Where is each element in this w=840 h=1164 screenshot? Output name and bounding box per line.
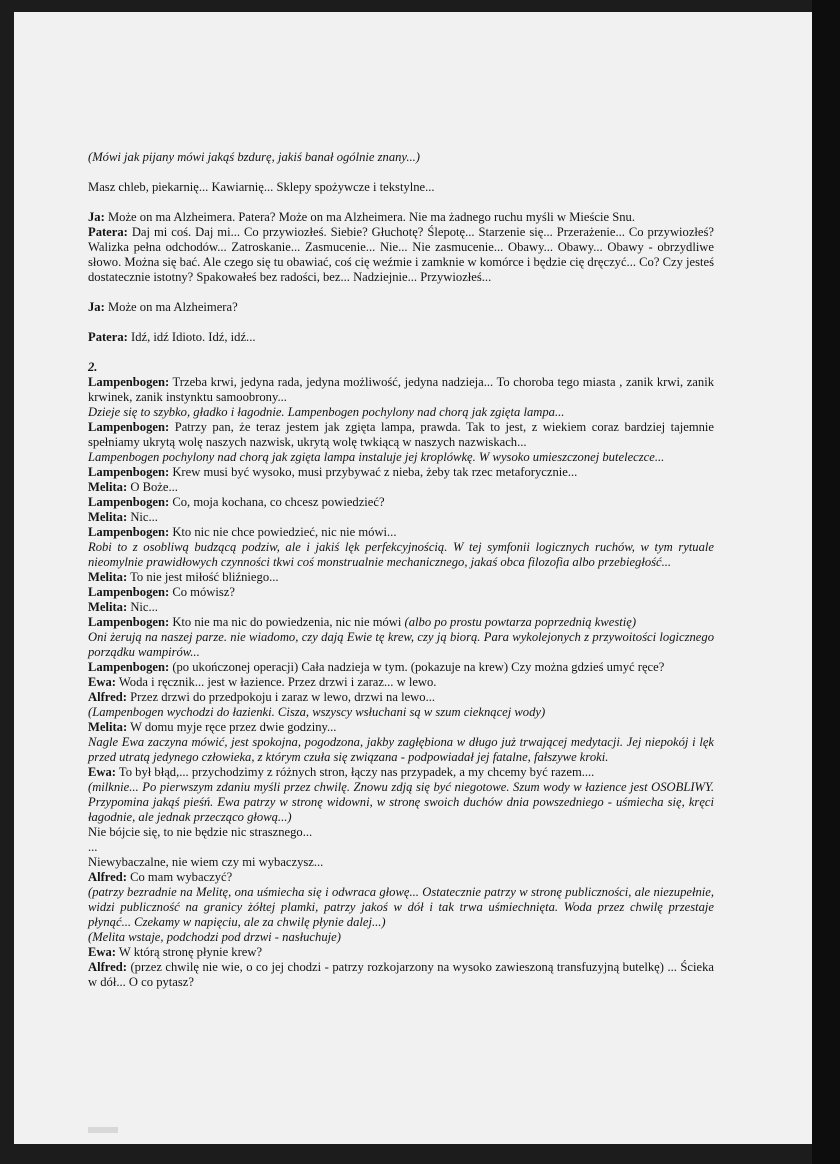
dialogue-line [88,690,714,705]
inline-direction: (albo po prostu powtarza poprzednią kwestię) [404,615,637,629]
line-text: Robi to z osobliwą budzącą podziw, ale i jakiś lęk perfekcyjnością. W tej symfonii logicznych ruchów, w tym rytuale nieomylnie prawidłowych czynności tkwi coś monstrualnie mechanicznego, jakaś obca filozofia albo przebiegłość... [88,540,714,569]
line-text: Kto nie ma nic do powiedzenia, nic nie mówi [169,615,405,629]
line-text: Trzeba krwi, jedyna rada, jedyna możliwość, jedyna nadzieja... To choroba tego miasta , zanik krwi, zanik krwinek, zanik instynktu samoobrony... [88,375,714,404]
line-text: Daj mi coś. Daj mi... Co przywiozłeś. Siebie? Głuchotę? Ślepotę... Starzenie się... Przerażenie... Co przywiozłeś? Walizka pełna odchodów... Zatroskanie... Zasmucenie... Nie... Nie zasmucenie... Obawy... Obawy... Obawy - obrzydliwe słowo. Można się bać. Ale czego się tu obawiać, coś cię weźmie i zamknie w komórce i będzie cię dręczyć... Co? Czy jesteś dostatecznie istotny? Spakowałeś bez radości, bez... Nadziejnie... Przywiozłeś... [88,225,714,284]
line-text: ... [88,840,98,854]
line-text: (Lampenbogen wychodzi do łazienki. Cisza, wszyscy wsłuchani są w szum cieknącej wody) [88,705,546,719]
stage-direction [88,705,714,720]
line-text: O Boże... [127,480,178,494]
speaker-name: Alfred: [88,690,127,704]
dialogue-line [88,570,714,585]
line-text: Może on ma Alzheimera? [104,300,238,314]
line-text: Niewybaczalne, nie wiem czy mi wybaczysz... [88,855,324,869]
paragraph-gap [88,315,714,330]
line-text: Nie bójcie się, to nie będzie nic strasznego... [88,825,313,839]
line-text: Kto nic nie chce powiedzieć, nic nie mówi... [169,525,397,539]
dialogue-line [88,210,714,225]
speaker-name: Patera: [88,225,128,239]
document-text [88,150,714,990]
dialogue-line [88,300,714,315]
line-text: (milknie... Po pierwszym zdaniu myśli przez chwilę. Znowu zdją się być niegotowe. Szum wody w łazience jest OSOBLIWY. Przypomina jakąś pieśń. Ewa patrzy w stronę widowni, w stronę swoich duchów dnia powszedniego - uśmiecha się, kręci łagodnie, ale jednak przecząco głową...) [88,780,714,824]
speaker-name: Ewa: [88,945,116,959]
line-text: Krew musi być wysoko, musi przybywać z nieba, żeby tak rzec metaforycznie... [169,465,578,479]
stage-direction [88,735,714,765]
dialogue-line [88,765,714,780]
line-text: W domu myje ręce przez dwie godziny... [127,720,337,734]
speaker-name: Melita: [88,720,128,734]
line-text: Dzieje się to szybko, gładko i łagodnie. Lampenbogen pochylony nad chorą jak zgięta lampa... [88,405,565,419]
scan-border [812,0,840,1164]
stage-direction [88,540,714,570]
line-text: (Melita wstaje, podchodzi pod drzwi - nasłuchuje) [88,930,341,944]
line-text: Co mówisz? [169,585,235,599]
line-text: (Mówi jak pijany mówi jakąś bzdurę, jakiś banał ogólnie znany...) [88,150,420,164]
speaker-name: Melita: [88,480,128,494]
dialogue-line [88,465,714,480]
speaker-name: Melita: [88,600,128,614]
line-text: Idź, idź Idioto. Idź, idź... [127,330,256,344]
speaker-name: Lampenbogen: [88,585,170,599]
text-line [88,855,714,870]
line-text: Nic... [127,600,158,614]
speaker-name: Patera: [88,330,128,344]
dialogue-line [88,330,714,345]
line-text: Lampenbogen pochylony nad chorą jak zgięta lampa instaluje jej kroplówkę. W wysoko umieszczonej buteleczce... [88,450,665,464]
speaker-name: Lampenbogen: [88,495,170,509]
dialogue-line [88,675,714,690]
speaker-name: Melita: [88,510,128,524]
speaker-name: Lampenbogen: [88,375,170,389]
paragraph-gap [88,345,714,360]
dialogue-line [88,225,714,285]
line-text: Woda i ręcznik... jest w łazience. Przez drzwi i zaraz... w lewo. [116,675,437,689]
line-text: Może on ma Alzheimera. Patera? Może on ma Alzheimera. Nie ma żadnego ruchu myśli w Mieście Snu. [104,210,635,224]
speaker-name: Melita: [88,570,128,584]
line-text: W którą stronę płynie krew? [116,945,263,959]
line-text: (patrzy bezradnie na Melitę, ona uśmiecha się i odwraca głowę... Ostatecznie patrzy w stronę publiczności, ale niezupełnie, widzi publiczność na granicy żółtej plamki, patrzy jakoś w dół i tak trwa uśmiechnięta. Woda przez chwilę przestaje płynąć... Czekamy w napięciu, ale za chwilę płynie dalej...) [88,885,714,929]
text-line [88,840,714,855]
line-text: Masz chleb, piekarnię... Kawiarnię... Sklepy spożywcze i tekstylne... [88,180,435,194]
speaker-name: Lampenbogen: [88,525,170,539]
line-text: Co, moja kochana, co chcesz powiedzieć? [169,495,385,509]
dialogue-line [88,420,714,450]
line-text: To nie jest miłość bliźniego... [127,570,279,584]
dialogue-line [88,600,714,615]
speaker-name: Ja: [88,300,105,314]
speaker-name: Lampenbogen: [88,420,170,434]
paragraph-gap [88,195,714,210]
stage-direction [88,885,714,930]
speaker-name: Lampenbogen: [88,615,170,629]
dialogue-line [88,510,714,525]
scan-artifact [88,1127,118,1133]
line-text: Nagle Ewa zaczyna mówić, jest spokojna, pogodzona, jakby zagłębiona w długo już trwającej medytacji. Jej niepokój i lęk przed utratą jedynego człowieka, z którym czuła się związana - podpowiadał jej fatalne, fałszywe kroki. [88,735,714,764]
stage-direction [88,630,714,660]
dialogue-line [88,960,714,990]
line-text: 2. [88,360,98,374]
paragraph-gap [88,165,714,180]
dialogue-line [88,495,714,510]
speaker-name: Alfred: [88,870,127,884]
speaker-name: Ewa: [88,765,116,779]
speaker-name: Lampenbogen: [88,660,170,674]
stage-direction [88,150,714,165]
line-text: To był błąd,... przychodzimy z różnych stron, łączy nas przypadek, a my chcemy być razem.... [116,765,595,779]
dialogue-line [88,945,714,960]
dialogue-line [88,375,714,405]
line-text: Oni żerują na naszej parze. nie wiadomo, czy dają Ewie tę krew, czy ją biorą. Para wykolejonych z przywoitości logicznego porządku wampirów... [88,630,714,659]
dialogue-line [88,615,714,630]
line-text: (przez chwilę nie wie, o co jej chodzi - patrzy rozkojarzony na wysoko zawieszoną transfuzyjną butelkę) ... Ścieka w dół... O co pytasz? [88,960,714,989]
line-text: Patrzy pan, że teraz jestem jak zgięta lampa, prawda. Tak to jest, z wiekiem coraz bardziej tajemnie spełniamy ukrytą wolę naszych nazwisk, ukrytą wolę twkiącą w naszych nazwiskach... [88,420,714,449]
line-text: Co mam wybaczyć? [126,870,233,884]
text-line [88,180,714,195]
paragraph-gap [88,285,714,300]
speaker-name: Alfred: [88,960,127,974]
speaker-name: Ja: [88,210,105,224]
dialogue-line [88,480,714,495]
dialogue-line [88,720,714,735]
speaker-name: Ewa: [88,675,116,689]
text-line [88,825,714,840]
stage-direction [88,360,714,375]
line-text: Przez drzwi do przedpokoju i zaraz w lewo, drzwi na lewo... [126,690,436,704]
dialogue-line [88,870,714,885]
stage-direction [88,930,714,945]
stage-direction [88,780,714,825]
dialogue-line [88,585,714,600]
line-text: (po ukończonej operacji) Cała nadzieja w tym. (pokazuje na krew) Czy można gdzieś umyć ręce? [169,660,665,674]
stage-direction [88,450,714,465]
dialogue-line [88,660,714,675]
stage-direction [88,405,714,420]
speaker-name: Lampenbogen: [88,465,170,479]
line-text: Nic... [127,510,158,524]
dialogue-line [88,525,714,540]
